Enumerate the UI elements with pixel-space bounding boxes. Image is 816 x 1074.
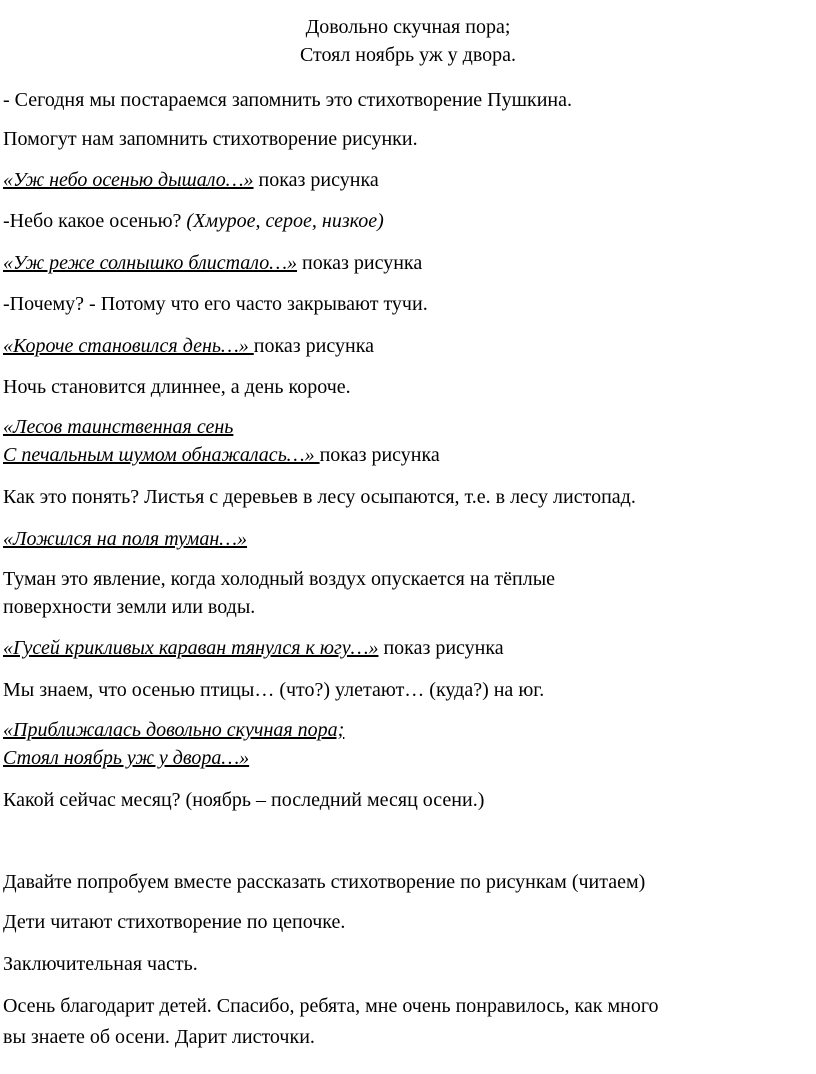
paragraph-thanks-line-2: вы знаете об осени. Дарит листочки. [3, 1026, 315, 1048]
poem-quote: Стоял ноябрь уж у двора…» [3, 747, 250, 769]
paragraph-sky-question [3, 209, 384, 233]
paragraph-sky-quote [3, 168, 379, 192]
paragraph-retell: Давайте попробуем вместе рассказать стихотворение по рисункам (читаем) [3, 871, 646, 893]
paragraph-night: Ночь становится длиннее, а день короче. [3, 376, 351, 398]
poem-quote: «Гусей крикливых караван тянулся к югу…» [3, 637, 379, 659]
show-picture-note: показ рисунка [253, 169, 379, 191]
paragraph-why: -Почему? - Потому что его часто закрывают тучи. [3, 293, 428, 315]
poem-quote: «Короче становился день…» [3, 335, 254, 357]
paragraph-fog-line-1: Туман это явление, когда холодный воздух опускается на тёплые [3, 568, 556, 590]
paragraph-day-quote [3, 334, 374, 358]
poem-quote: «Приближалась довольно скучная пора; [3, 719, 345, 741]
paragraph-forest-quote-line-2 [3, 443, 440, 467]
paragraph-intro: - Сегодня мы постараемся запомнить это стихотворение Пушкина. [3, 89, 573, 111]
show-picture-note: показ рисунка [378, 637, 504, 659]
paragraph-month: Какой сейчас месяц? (ноябрь – последний месяц осени.) [3, 789, 485, 811]
paragraph-birds: Мы знаем, что осенью птицы… (что?) улетают… (куда?) на юг. [3, 679, 545, 701]
paragraph-fog-line-2: поверхности земли или воды. [3, 596, 256, 618]
paragraph-geese-quote [3, 636, 504, 660]
paragraph-fog-quote [3, 527, 247, 551]
poem-quote: «Уж небо осенью дышало…» [3, 169, 254, 191]
poem-quote: «Лесов таинственная сень [3, 416, 234, 438]
poem-header-line-2: Стоял ноябрь уж у двора. [299, 44, 517, 66]
question-text: -Небо какое осенью? [3, 210, 187, 232]
paragraph-chain-reading: Дети читают стихотворение по цепочке. [3, 911, 346, 933]
paragraph-november-quote-line-2 [3, 746, 249, 770]
show-picture-note: показ рисунка [297, 252, 423, 274]
show-picture-note: показ рисунка [253, 335, 374, 357]
section-heading-final: Заключительная часть. [3, 953, 198, 975]
poem-quote: С печальным шумом обнажалась…» [3, 444, 320, 466]
paragraph-sun-quote [3, 251, 422, 275]
paragraph-pictures: Помогут нам запомнить стихотворение рисунки. [3, 128, 418, 150]
paragraph-november-quote-line-1 [3, 718, 344, 742]
poem-quote: «Ложился на поля туман…» [3, 528, 248, 550]
poem-header-line-1: Довольно скучная пора; [305, 16, 511, 38]
paragraph-leaves: Как это понять? Листья с деревьев в лесу осыпаются, т.е. в лесу листопад. [3, 486, 636, 508]
paragraph-thanks-line-1: Осень благодарит детей. Спасибо, ребята, мне очень понравилось, как много [3, 995, 659, 1017]
poem-quote: «Уж реже солнышко блистало…» [3, 252, 298, 274]
show-picture-note: показ рисунка [319, 444, 440, 466]
answer-text: (Хмурое, серое, низкое) [186, 210, 384, 232]
paragraph-forest-quote-line-1 [3, 415, 233, 439]
